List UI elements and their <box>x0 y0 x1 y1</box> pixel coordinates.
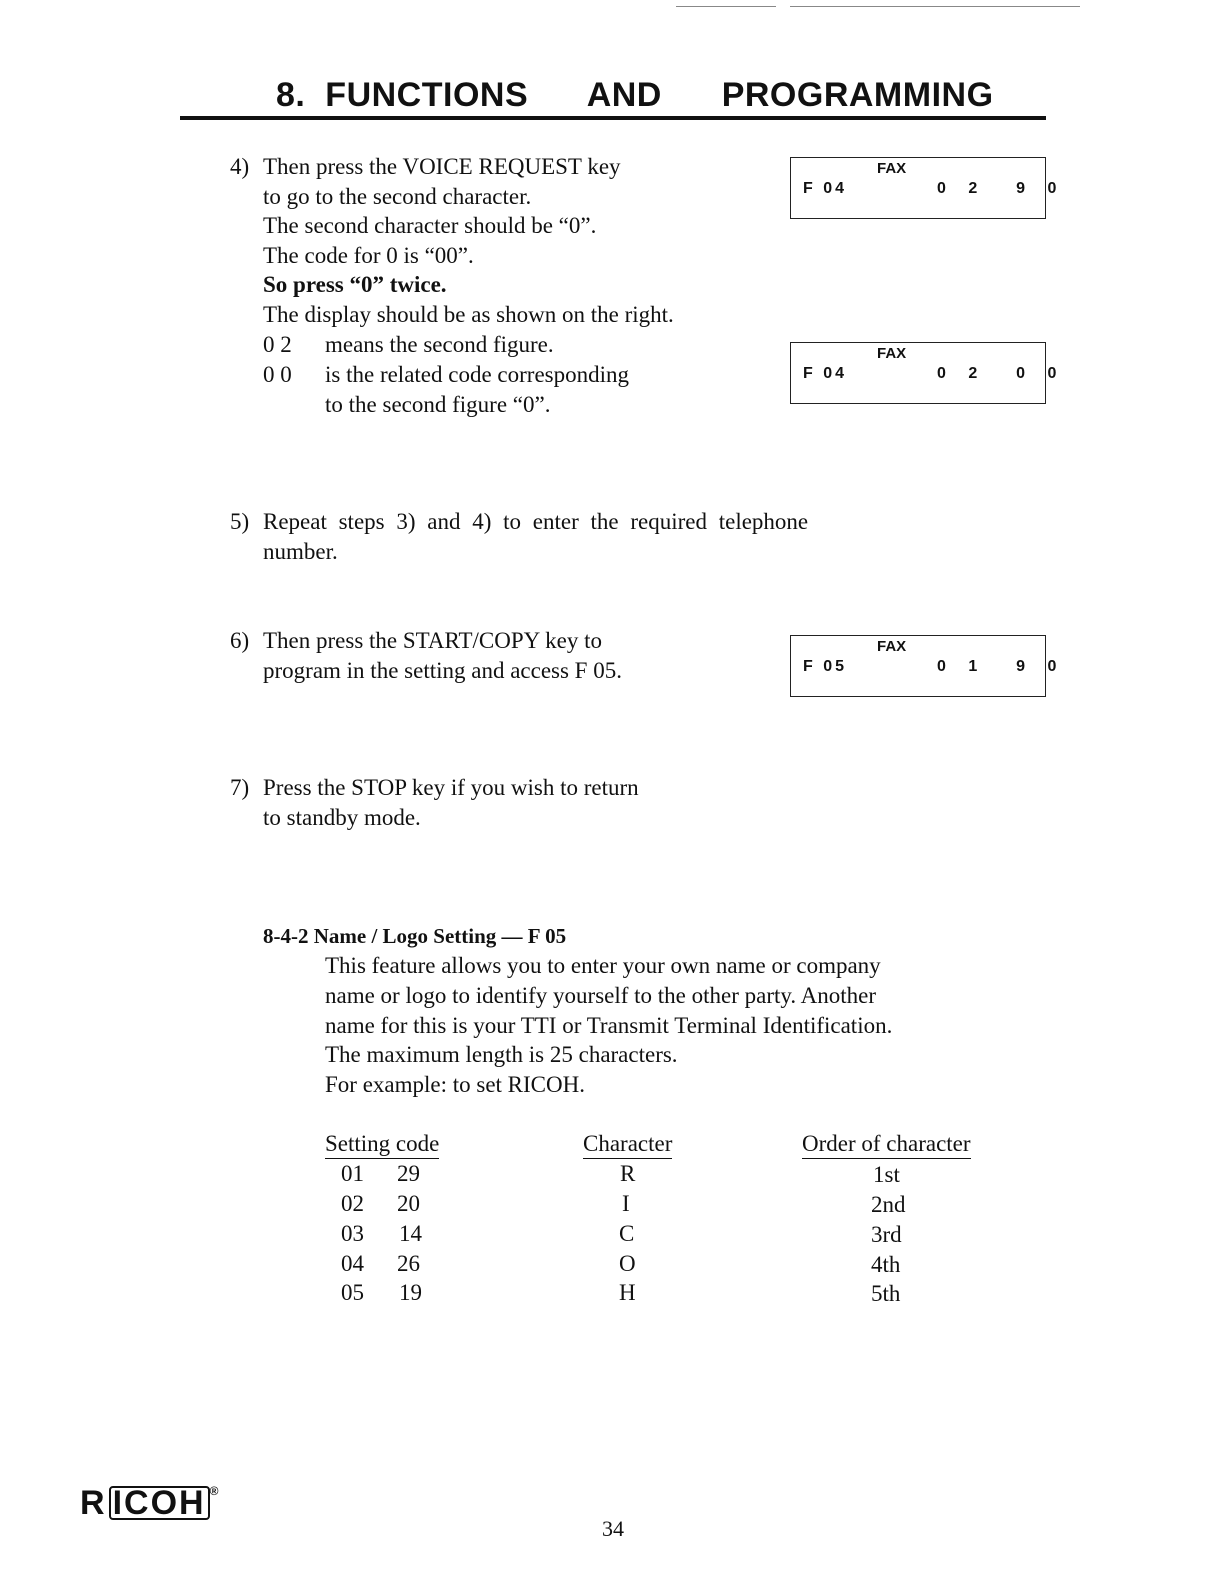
display-value: 0 2 0 0 <box>937 365 1063 382</box>
table-cell-char: O <box>619 1251 636 1276</box>
table-cell-order: 4th <box>871 1252 901 1277</box>
table-cell-code: 14 <box>399 1221 422 1246</box>
table-cell-order: 5th <box>871 1281 901 1306</box>
top-edge-line <box>790 6 1080 7</box>
figure-desc: means the second figure. <box>325 332 554 357</box>
brand-logo <box>80 1484 220 1523</box>
step-number: 4) <box>230 154 250 179</box>
table-cell-char: H <box>619 1280 636 1305</box>
display-label: FAX <box>877 160 907 177</box>
related-code: 0 0 <box>263 362 292 387</box>
figure-code: 0 2 <box>263 332 292 357</box>
table-cell-order: 3rd <box>871 1222 902 1247</box>
section-line: name or logo to identify yourself to the other party. Another <box>325 983 877 1008</box>
display-edge <box>790 403 1046 404</box>
table-cell-order: 2nd <box>871 1192 906 1217</box>
page-title: 8. FUNCTIONS AND PROGRAMMING <box>276 76 994 114</box>
table-cell-order-no: 03 <box>341 1221 364 1246</box>
table-cell-code: 29 <box>397 1161 420 1186</box>
lcd-display <box>790 157 1063 219</box>
table-cell-char: C <box>619 1221 635 1246</box>
step-line: Repeat steps 3) and 4) to enter the required telephone <box>263 509 809 534</box>
section-line: This feature allows you to enter your own name or company <box>325 953 881 978</box>
table-cell-order: 1st <box>873 1162 900 1187</box>
section-line: For example: to set RICOH. <box>325 1072 585 1097</box>
related-desc: to the second figure “0”. <box>325 392 551 417</box>
display-value: 0 1 9 0 <box>937 658 1063 675</box>
display-code: F 05 <box>803 658 848 675</box>
table-header-order: Order of character <box>802 1130 971 1159</box>
section-heading: 8-4-2 Name / Logo Setting — F 05 <box>263 924 567 948</box>
table-cell-order-no: 04 <box>341 1251 364 1276</box>
table-cell-code: 26 <box>397 1251 420 1276</box>
table-cell-code: 19 <box>399 1280 422 1305</box>
title-rule <box>180 116 1046 120</box>
step-line: to go to the second character. <box>263 184 532 209</box>
registered-mark: ® <box>209 1484 221 1498</box>
display-edge <box>790 218 1046 219</box>
brand-rest-letters: ICOH <box>109 1486 210 1520</box>
table-header-character: Character <box>583 1130 672 1159</box>
display-code: F 04 <box>803 365 848 382</box>
table-cell-order-no: 05 <box>341 1280 364 1305</box>
lcd-display <box>790 635 1063 697</box>
step-number: 6) <box>230 628 250 653</box>
table-header-setting-code: Setting code <box>325 1130 439 1159</box>
step-number: 7) <box>230 775 250 800</box>
step-number: 5) <box>230 509 250 534</box>
table-cell-char: R <box>620 1161 636 1186</box>
display-value: 0 2 9 0 <box>937 180 1063 197</box>
step-line: Press the STOP key if you wish to return <box>263 775 639 800</box>
step-line: The display should be as shown on the right. <box>263 302 674 327</box>
step-line: program in the setting and access F 05. <box>263 658 622 683</box>
step-line-bold: So press “0” twice. <box>263 272 447 297</box>
step-line: The second character should be “0”. <box>263 213 597 238</box>
display-label: FAX <box>877 345 907 362</box>
table-cell-code: 20 <box>397 1191 420 1216</box>
lcd-display <box>790 342 1063 404</box>
table-cell-order-no: 02 <box>341 1191 364 1216</box>
table-cell-char: I <box>622 1191 630 1216</box>
page-number: 34 <box>602 1516 624 1541</box>
related-desc: is the related code corresponding <box>325 362 629 387</box>
brand-first-letter: R <box>80 1484 107 1522</box>
display-label: FAX <box>877 638 907 655</box>
display-code: F 04 <box>803 180 848 197</box>
step-line: to standby mode. <box>263 805 421 830</box>
step-line: The code for 0 is “00”. <box>263 243 474 268</box>
step-line: number. <box>263 539 338 564</box>
step-line: Then press the VOICE REQUEST key <box>263 154 621 179</box>
display-edge <box>790 696 1046 697</box>
table-cell-order-no: 01 <box>341 1161 364 1186</box>
top-edge-line <box>676 6 776 7</box>
step-line: Then press the START/COPY key to <box>263 628 602 653</box>
section-line: The maximum length is 25 characters. <box>325 1042 678 1067</box>
section-line: name for this is your TTI or Transmit Terminal Identification. <box>325 1013 893 1038</box>
